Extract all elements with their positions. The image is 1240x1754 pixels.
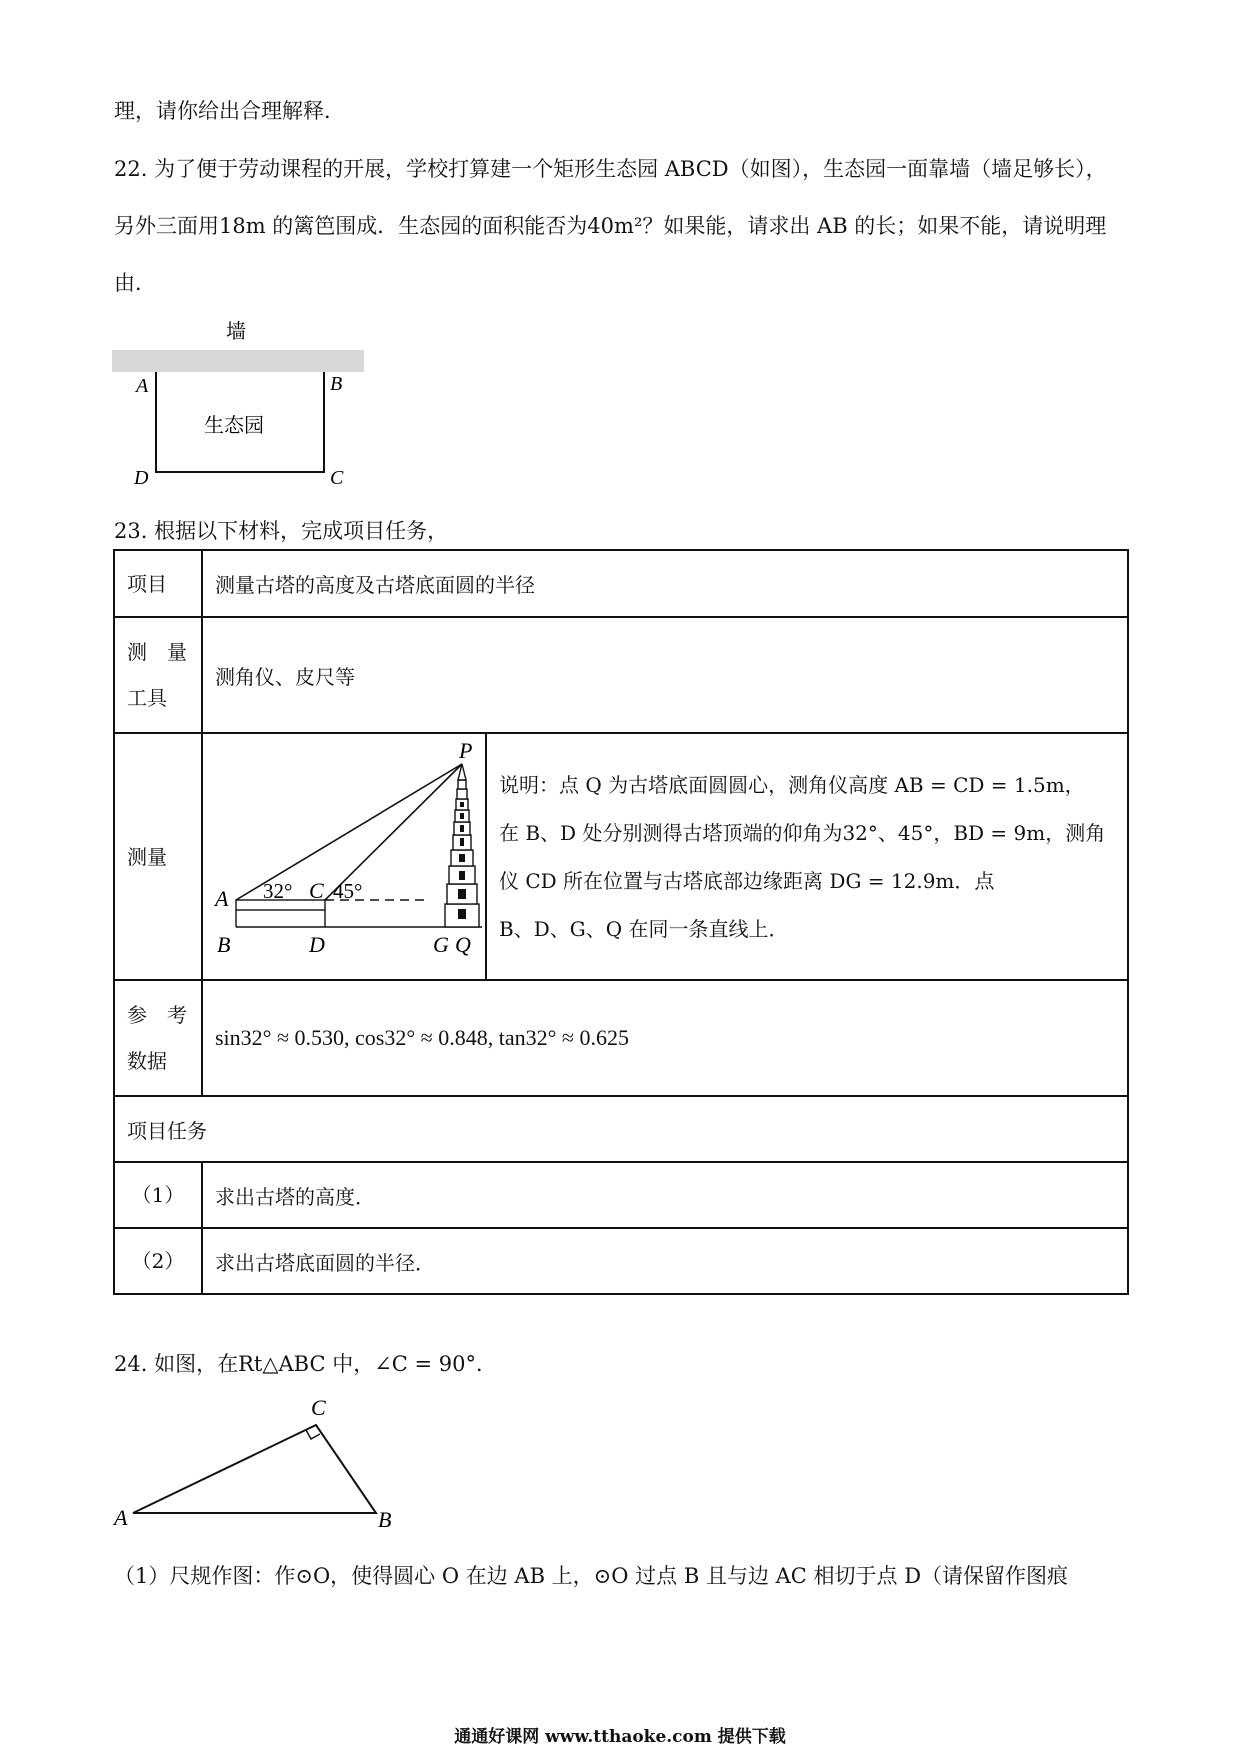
task1-text: 求出古塔的高度． (202, 1162, 1128, 1228)
tools-label (114, 617, 202, 733)
label-B: B (217, 932, 231, 957)
label-D: D (309, 932, 325, 957)
q24-line-1: 24. 如图，在Rt△ABC 中，∠C = 90°． (114, 1352, 498, 1376)
task2-number: （2） (114, 1228, 202, 1294)
task2-text: 求出古塔底面圆的半径． (202, 1228, 1128, 1294)
wall (112, 350, 364, 372)
ref-label-2: 数据 (127, 1049, 167, 1073)
q24-triangle-figure (108, 1393, 408, 1543)
row-task-1 (114, 1162, 1128, 1228)
desc-line-4: B、D、G、Q 在同一条直线上． (499, 916, 789, 941)
desc-line-1: 说明：点 Q 为古塔底面圆圆心，测角仪高度 AB = CD = 1.5m， (499, 772, 1085, 797)
row-tools (114, 617, 1128, 733)
project-label: 项目 (114, 550, 202, 617)
tools-value: 测角仪、皮尺等 (202, 617, 1128, 733)
wall-label: 墙 (226, 321, 246, 343)
tower-figure (203, 734, 485, 974)
right-angle-mark (306, 1430, 320, 1439)
measure-label: 测量 (114, 733, 202, 980)
tools-label-1: 测 量 (127, 640, 187, 664)
q22-line-3: 由． (114, 271, 156, 295)
tri-label-B: B (378, 1507, 392, 1532)
intro-line: 理，请你给出合理解释． (114, 99, 345, 123)
q23-title: 23. 根据以下材料，完成项目任务， (114, 519, 449, 543)
desc-line-3: 仪 CD 所在位置与古塔底部边缘距离 DG = 12.9m．点 (499, 868, 995, 893)
tri-label-C: C (311, 1395, 326, 1420)
label-P: P (459, 738, 473, 763)
tri-label-A: A (114, 1505, 128, 1530)
q22-line-1: 22. 为了便于劳动课程的开展，学校打算建一个矩形生态园 ABCD（如图），生态园一面靠墙（墙足够长）， (114, 157, 1107, 181)
triangle-ABC (133, 1425, 376, 1513)
label-angle-32: 32° (263, 879, 293, 903)
tasks-label: 项目任务 (114, 1096, 1128, 1162)
label-C: C (309, 878, 324, 903)
ref-label (114, 980, 202, 1096)
label-G: G (433, 932, 449, 957)
page-footer: 通通好课网 www.tthaoke.com 提供下载 (454, 1727, 786, 1747)
task1-number: （1） (114, 1162, 202, 1228)
ref-label-1: 参 考 (127, 1003, 187, 1027)
row-task-2 (114, 1228, 1128, 1294)
project-value: 测量古塔的高度及古塔底面圆的半径 (202, 550, 1128, 617)
point-C: C (330, 467, 344, 489)
q22-figure (108, 318, 378, 493)
point-B: B (330, 373, 343, 395)
garden-label: 生态园 (204, 415, 264, 437)
q24-sub-1: （1）尺规作图：作⊙O，使得圆心 O 在边 AB 上，⊙O 过点 B 且与边 AC 相切于点 D（请保留作图痕 (114, 1564, 1069, 1588)
measure-description (486, 733, 1128, 980)
row-reference (114, 980, 1128, 1096)
point-A: A (136, 375, 149, 397)
row-measure (114, 733, 1128, 980)
project-table (113, 549, 1129, 1295)
tools-label-2: 工具 (127, 686, 167, 710)
row-project (114, 550, 1128, 617)
label-A: A (215, 886, 229, 911)
row-tasks-header (114, 1096, 1128, 1162)
q22-line-2: 另外三面用18m 的篱笆围成．生态园的面积能否为40m²？如果能，请求出 AB 的长；如果不能，请说明理 (114, 214, 1107, 238)
ref-value: sin32° ≈ 0.530, cos32° ≈ 0.848, tan32° ≈ 0.625 (202, 980, 1128, 1096)
label-Q: Q (455, 932, 471, 957)
point-D: D (134, 467, 149, 489)
desc-line-2: 在 B、D 处分别测得古塔顶端的仰角为32°、45°，BD = 9m，测角 (499, 820, 1106, 845)
measure-figure-cell (202, 733, 486, 980)
label-angle-45: 45° (333, 879, 363, 903)
